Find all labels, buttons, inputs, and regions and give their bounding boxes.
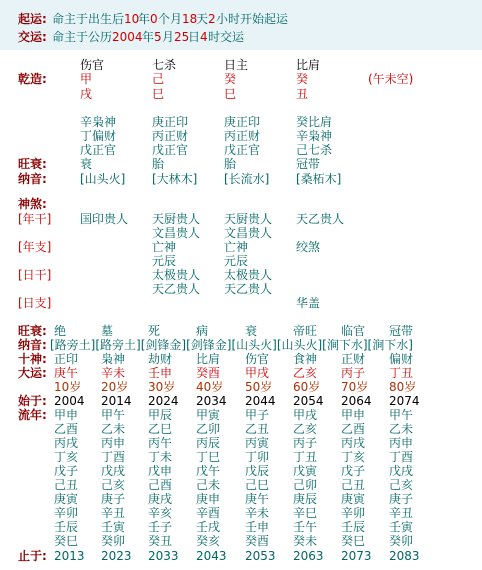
liunian-item: 甲申 [341,408,366,422]
qiyun-number: 10 [124,12,140,26]
shensha-row-label: [日支] [18,296,52,310]
jiaoyun-number: 25 [174,30,190,44]
liunian-item: 甲辰 [148,408,173,422]
liunian-item: 壬子 [148,520,173,534]
canggan-item: 辛枭神 [296,129,333,143]
shensha-item: 天厨贵人 [152,212,201,226]
liunian-item: 乙巳 [148,422,173,436]
dayun-shishen-label: 十神: [18,352,47,366]
jiaoyun-text: 时交运 [208,30,245,44]
liunian-item: 丁巳 [196,450,221,464]
liunian-item: 丙子 [293,436,318,450]
dayun-shishen: 枭神 [101,352,126,366]
dayun-end-year: 2043 [196,549,227,563]
jiaoyun-number: 4 [200,30,208,44]
dayun-age: 20岁 [101,380,129,394]
liunian-item: 壬辰 [54,520,79,534]
liunian-item: 乙丑 [245,422,270,436]
liunian-item: 丙戌 [341,436,366,450]
liunian-item: 辛卯 [54,506,79,520]
pillar-gan: 癸 [224,72,237,86]
qiyun-text: 个月 [158,12,183,26]
dayun-end-year: 2013 [54,549,85,563]
liunian-item: 癸巳 [341,534,366,548]
dayun-ganzhi: 乙亥 [293,366,318,380]
pillar-zhi: 巳 [224,87,237,101]
liunian-item: 癸巳 [54,534,79,548]
dayun-ganzhi: 丁丑 [389,366,414,380]
qianzao-label: 乾造: [18,72,47,86]
liunian-label: 流年: [18,408,47,422]
dayun-wangshuai: 衰 [245,324,258,338]
liunian-item: 丙寅 [245,436,270,450]
liunian-item: 庚寅 [341,492,366,506]
wangshuai-label: 旺衰: [18,157,47,171]
jiaoyun-label: 交运: [18,30,47,44]
nayin-value: [山头火] [80,172,126,186]
dayun-end-year: 2053 [245,549,276,563]
qiyun-text: 天 [196,12,209,26]
dayun-end-year: 2073 [341,549,372,563]
liunian-item: 庚寅 [54,492,79,506]
liunian-item: 戊寅 [293,464,318,478]
liunian-item: 戊戌 [389,464,414,478]
jiaoyun-text: 命主于公历 [52,30,113,44]
liunian-item: 丙午 [148,436,173,450]
dayun-age: 80岁 [389,380,417,394]
canggan-item: 庚正印 [224,115,261,129]
liunian-item: 甲戌 [293,408,318,422]
liunian-item: 丁酉 [389,450,414,464]
liunian-item: 辛酉 [196,506,221,520]
dayun-end-label: 止于: [18,549,47,563]
liunian-item: 甲午 [101,408,126,422]
liunian-item: 丁丑 [293,450,318,464]
liunian-item: 己酉 [148,478,173,492]
pillar-shishen: 日主 [224,58,249,72]
shensha-item: 太极贵人 [224,268,273,282]
liunian-item: 辛丑 [389,506,414,520]
shensha-row-label: [年支] [18,240,52,254]
dayun-age: 50岁 [245,380,273,394]
dayun-nayin: [路旁土][路旁土][剑锋金][剑锋金][山头火][山头火][涧下水][涧下水] [50,338,413,352]
shensha-item: 文昌贵人 [152,226,201,240]
dayun-wangshuai-label: 旺衰: [18,324,47,338]
liunian-item: 乙亥 [293,422,318,436]
nayin-value: [大林木] [152,172,198,186]
liunian-item: 辛亥 [148,506,173,520]
dayun-shishen: 劫财 [148,352,173,366]
pillar-zhi: 巳 [152,87,165,101]
liunian-item: 辛巳 [293,506,318,520]
shensha-item: 天乙贵人 [224,282,273,296]
wangshuai-value: 胎 [152,157,165,171]
canggan-item: 癸比肩 [296,115,333,129]
liunian-item: 己亥 [389,478,414,492]
qiyun-text: 命主于出生后 [52,12,125,26]
qiyun-number: 2 [208,12,216,26]
dayun-age: 60岁 [293,380,321,394]
pillar-gan: 癸 [296,72,309,86]
shensha-item: 元辰 [224,254,249,268]
canggan-item: 辛枭神 [80,115,117,129]
liunian-item: 丁未 [148,450,173,464]
dayun-wangshuai: 绝 [54,324,67,338]
dayun-start-label: 始于: [18,394,47,408]
liunian-item: 辛丑 [101,506,126,520]
liunian-item: 乙酉 [54,422,79,436]
liunian-item: 丁卯 [245,450,270,464]
dayun-ganzhi: 癸酉 [196,366,221,380]
canggan-item: 戊正官 [80,143,117,157]
dayun-age: 40岁 [196,380,224,394]
liunian-item: 丙戌 [54,436,79,450]
dayun-age: 70岁 [341,380,369,394]
qiyun-text: 年 [138,12,151,26]
liunian-item: 庚申 [196,492,221,506]
dayun-end-year: 2083 [389,549,420,563]
dayun-shishen: 正印 [54,352,79,366]
liunian-item: 己卯 [293,478,318,492]
liunian-item: 甲申 [54,408,79,422]
liunian-item: 乙未 [389,422,414,436]
shensha-item: 国印贵人 [80,212,129,226]
shensha-item: 天厨贵人 [224,212,273,226]
dayun-wangshuai: 死 [148,324,161,338]
liunian-item: 壬寅 [389,520,414,534]
nayin-value: [桑柘木] [296,172,342,186]
liunian-item: 丙申 [101,436,126,450]
liunian-item: 癸卯 [389,534,414,548]
liunian-item: 戊子 [341,464,366,478]
liunian-item: 乙卯 [196,422,221,436]
liunian-item: 壬午 [293,520,318,534]
liunian-item: 己亥 [101,478,126,492]
liunian-item: 癸亥 [196,534,221,548]
nayin-value: [长流水] [224,172,270,186]
liunian-item: 己丑 [341,478,366,492]
liunian-item: 戊辰 [245,464,270,478]
shensha-item: 绞煞 [296,240,321,254]
wangshuai-value: 胎 [224,157,237,171]
dayun-age: 30岁 [148,380,176,394]
liunian-item: 丙申 [389,436,414,450]
shensha-item: 天乙贵人 [152,282,201,296]
shensha-item: 亡神 [152,240,177,254]
dayun-end-year: 2023 [101,549,132,563]
liunian-item: 丙辰 [196,436,221,450]
pillar-shishen: 伤官 [80,58,105,72]
liunian-item: 乙酉 [341,422,366,436]
liunian-item: 乙未 [101,422,126,436]
liunian-item: 己未 [196,478,221,492]
dayun-ganzhi: 甲戌 [245,366,270,380]
qiyun-label: 起运: [18,12,47,26]
canggan-item: 丁偏财 [80,129,117,143]
liunian-item: 庚午 [245,492,270,506]
liunian-item: 丁亥 [341,450,366,464]
liunian-item: 庚戌 [148,492,173,506]
wangshuai-value: 冠带 [296,157,321,171]
dayun-wangshuai: 病 [196,324,209,338]
jiaoyun-number: 5 [154,30,162,44]
liunian-item: 辛卯 [341,506,366,520]
shensha-item: 华盖 [296,296,321,310]
dayun-start-year: 2034 [196,394,227,408]
liunian-item: 甲寅 [196,408,221,422]
jiaoyun-text: 年 [142,30,155,44]
wangshuai-value: 衰 [80,157,93,171]
dayun-age: 10岁 [54,380,82,394]
dayun-shishen: 食神 [293,352,318,366]
dayun-end-year: 2063 [293,549,324,563]
dayun-shishen: 正财 [341,352,366,366]
dayun-start-year: 2004 [54,394,85,408]
liunian-item: 己丑 [54,478,79,492]
dayun-ganzhi: 庚午 [54,366,79,380]
dayun-start-year: 2044 [245,394,276,408]
liunian-item: 戊戌 [101,464,126,478]
pillar-zhi: 戌 [80,87,93,101]
dayun-ganzhi: 辛未 [101,366,126,380]
jiaoyun-text: 月 [162,30,175,44]
canggan-item: 戊正官 [152,143,189,157]
canggan-item: 戊正官 [224,143,261,157]
dayun-start-year: 2014 [101,394,132,408]
liunian-item: 辛未 [245,506,270,520]
liunian-item: 庚子 [101,492,126,506]
shensha-row-label: [年干] [18,212,52,226]
dayun-wangshuai: 冠带 [389,324,414,338]
dayun-label: 大运: [18,366,47,380]
dayun-shishen: 偏财 [389,352,414,366]
qiyun-number: 0 [150,12,158,26]
liunian-item: 戊午 [196,464,221,478]
pillar-shishen: 比肩 [296,58,321,72]
liunian-item: 甲午 [389,408,414,422]
liunian-item: 丁亥 [54,450,79,464]
pillar-gan: 己 [152,72,165,86]
liunian-item: 庚辰 [293,492,318,506]
canggan-item: 丙正财 [224,129,261,143]
jiaoyun-text: 日 [188,30,201,44]
canggan-item: 庚正印 [152,115,189,129]
kongwang: (午未空) [368,72,414,86]
dayun-start-year: 2074 [389,394,420,408]
nayin-label: 纳音: [18,172,47,186]
liunian-item: 己巳 [245,478,270,492]
liunian-item: 甲子 [245,408,270,422]
liunian-item: 丁酉 [101,450,126,464]
dayun-start-year: 2024 [148,394,179,408]
dayun-wangshuai: 临官 [341,324,366,338]
pillar-zhi: 丑 [296,87,309,101]
liunian-item: 壬辰 [341,520,366,534]
dayun-ganzhi: 丙子 [341,366,366,380]
dayun-end-year: 2033 [148,549,179,563]
liunian-item: 壬寅 [101,520,126,534]
shensha-row-label: [日干] [18,268,52,282]
pillar-gan: 甲 [80,72,93,86]
dayun-start-year: 2064 [341,394,372,408]
dayun-nayin-label: 纳音: [18,338,47,352]
shensha-label: 神煞: [18,197,47,211]
liunian-item: 癸未 [293,534,318,548]
dayun-wangshuai: 墓 [101,324,114,338]
shensha-item: 元辰 [152,254,177,268]
canggan-item: 己七杀 [296,143,333,157]
dayun-ganzhi: 壬申 [148,366,173,380]
shensha-item: 亡神 [224,240,249,254]
liunian-item: 癸卯 [101,534,126,548]
liunian-item: 庚子 [389,492,414,506]
dayun-start-year: 2054 [293,394,324,408]
dayun-shishen: 伤官 [245,352,270,366]
qiyun-text: 小时开始起运 [216,12,289,26]
jiaoyun-number: 2004 [112,30,143,44]
shensha-item: 天乙贵人 [296,212,345,226]
liunian-item: 戊子 [54,464,79,478]
shensha-item: 太极贵人 [152,268,201,282]
liunian-item: 癸丑 [148,534,173,548]
liunian-item: 癸酉 [245,534,270,548]
qiyun-number: 18 [182,12,198,26]
liunian-item: 壬戌 [196,520,221,534]
dayun-wangshuai: 帝旺 [293,324,318,338]
canggan-item: 丙正财 [152,129,189,143]
pillar-shishen: 七杀 [152,58,177,72]
liunian-item: 壬申 [245,520,270,534]
dayun-shishen: 比肩 [196,352,221,366]
shensha-item: 文昌贵人 [224,226,273,240]
liunian-item: 戊申 [148,464,173,478]
